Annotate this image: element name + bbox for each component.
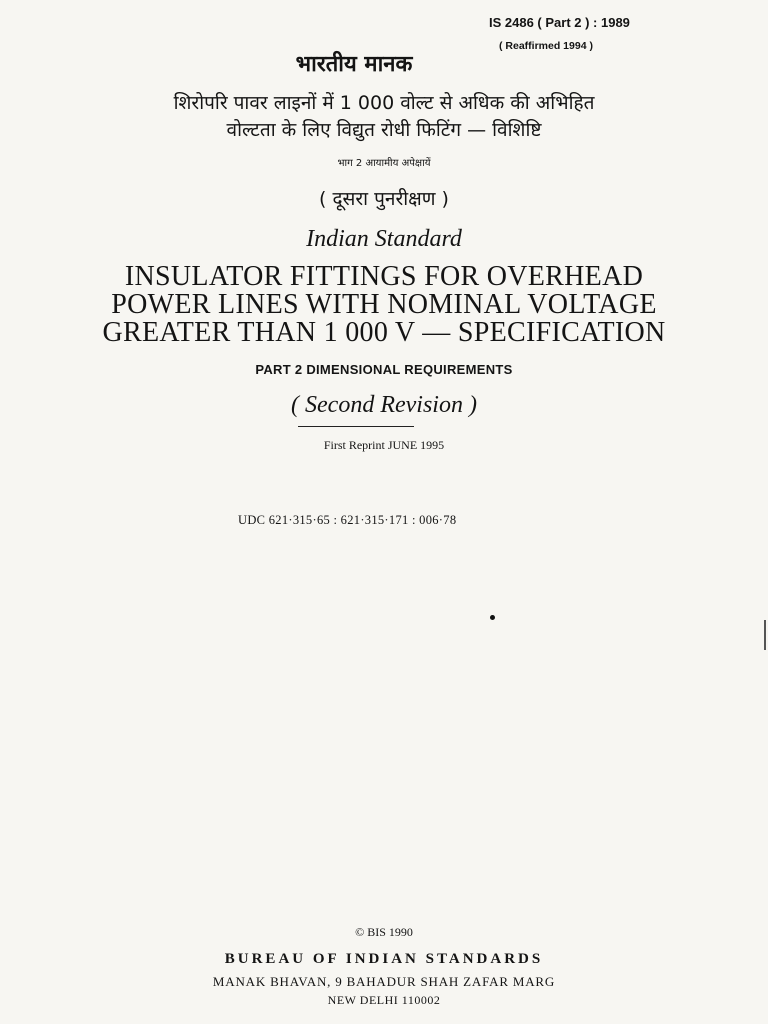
udc-classification: UDC 621·315·65 : 621·315·171 : 006·78 bbox=[238, 513, 457, 527]
hindi-subject-line-1: शिरोपरि पावर लाइनों में 1 000 वोल्ट से अधिक की अभिहित bbox=[173, 92, 595, 114]
main-title bbox=[0, 263, 768, 347]
main-title-line-1: INSULATOR FITTINGS FOR OVERHEAD bbox=[124, 261, 644, 292]
hindi-revision: ( दूसरा पुनरीक्षण ) bbox=[319, 188, 449, 210]
main-title-line-2: POWER LINES WITH NOMINAL VOLTAGE bbox=[111, 289, 657, 320]
standard-number: IS 2486 ( Part 2 ) : 1989 bbox=[489, 15, 630, 30]
hindi-title: भारतीय मानक bbox=[295, 52, 413, 77]
reprint-note: First Reprint JUNE 1995 bbox=[323, 438, 445, 452]
copyright-line: © BIS 1990 bbox=[355, 925, 413, 939]
revision-underline bbox=[298, 426, 414, 427]
speck-mark bbox=[490, 615, 495, 620]
part-heading: PART 2 DIMENSIONAL REQUIREMENTS bbox=[255, 362, 513, 377]
edge-mark bbox=[764, 620, 766, 650]
publisher-address-line-1: MANAK BHAVAN, 9 BAHADUR SHAH ZAFAR MARG bbox=[212, 974, 556, 989]
reaffirmed-note: ( Reaffirmed 1994 ) bbox=[499, 40, 593, 52]
revision-label: ( Second Revision ) bbox=[291, 392, 477, 418]
publisher-name: BUREAU OF INDIAN STANDARDS bbox=[224, 951, 544, 967]
main-title-line-3: GREATER THAN 1 000 V — SPECIFICATION bbox=[102, 317, 666, 348]
hindi-subject-line-2: वोल्टता के लिए विद्युत रोधी फिटिंग — विशिष्टि bbox=[226, 119, 542, 141]
indian-standard-label: Indian Standard bbox=[306, 226, 462, 252]
publisher-address-line-2: NEW DELHI 110002 bbox=[327, 993, 441, 1007]
hindi-part-line: भाग 2 आयामीय अपेक्षायें bbox=[337, 158, 431, 169]
